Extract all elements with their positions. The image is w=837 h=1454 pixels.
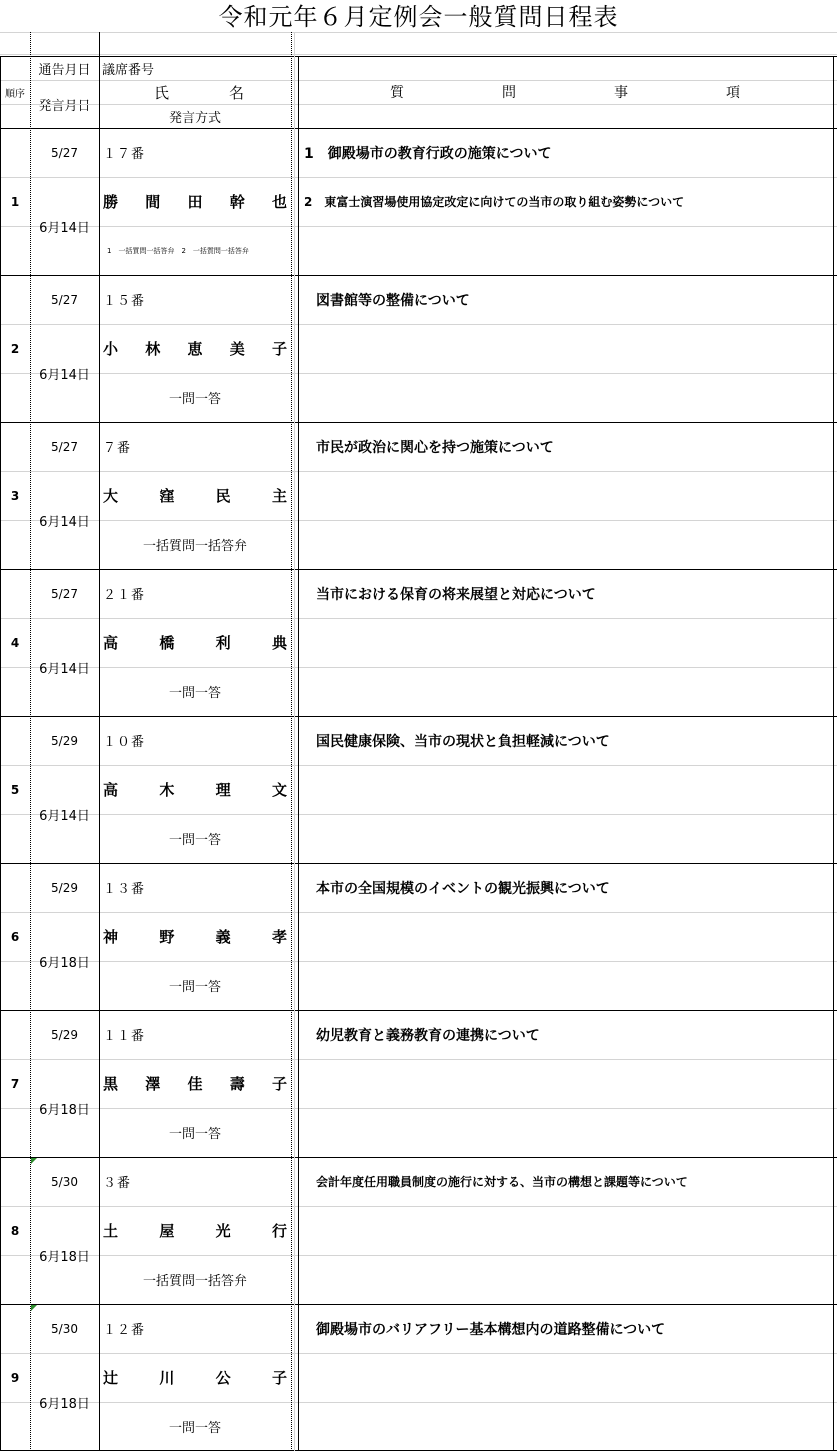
header-notice-date: 通告月日 (38, 62, 91, 78)
member-name (99, 324, 291, 373)
header-method: 発言方式 (168, 110, 221, 126)
notice-date: 5/27 (51, 292, 78, 307)
notice-date: 5/29 (51, 880, 78, 895)
member-name-char: 美 (229, 340, 245, 358)
question-topic: 本市の全国規模のイベントの観光振興について (316, 880, 610, 897)
row-order: 7 (10, 1076, 20, 1091)
member-name-char: 民 (215, 487, 231, 505)
speech-date: 6月18日 (39, 1249, 90, 1265)
member-name-char: 林 (145, 340, 161, 358)
member-name-char: 澤 (145, 1075, 161, 1093)
member-name-char: 行 (271, 1222, 287, 1240)
member-name-char: 子 (271, 1369, 287, 1387)
speech-method: 一問一答 (168, 980, 221, 995)
member-name-char: 典 (271, 634, 287, 652)
header-subject-char: 質 (390, 85, 404, 101)
question-topic: 1 御殿場市の教育行政の施策について (304, 145, 552, 162)
member-name-char: 理 (215, 781, 231, 799)
member-name (99, 765, 291, 814)
header-subject (390, 56, 740, 128)
speech-method: 一問一答 (168, 392, 221, 407)
column-border (298, 56, 299, 1451)
row-order: 6 (10, 929, 20, 944)
seat-number: １７番 (103, 147, 146, 162)
cell-comment-marker-icon (31, 1158, 37, 1164)
header-name (154, 80, 244, 104)
cell-comment-marker-icon (31, 1305, 37, 1311)
member-name-char: 窪 (159, 487, 175, 505)
notice-date: 5/27 (51, 439, 78, 454)
column-border (30, 32, 31, 1451)
member-name-char: 屋 (159, 1222, 175, 1240)
member-name (99, 177, 291, 226)
speech-date: 6月14日 (39, 220, 90, 236)
member-name-char: 光 (215, 1222, 231, 1240)
speech-method: 一括質問一括答弁 (142, 539, 247, 554)
notice-date: 5/27 (51, 145, 78, 160)
member-name-char: 也 (271, 193, 287, 211)
member-name-char: 孝 (271, 928, 287, 946)
member-name-char: 義 (215, 928, 231, 946)
speech-date: 6月18日 (39, 955, 90, 971)
row-order: 5 (10, 782, 20, 797)
speech-date: 6月14日 (39, 661, 90, 677)
member-name (99, 912, 291, 961)
speech-method: 1 一括質問一括答弁 2 一括質問一括答弁 (107, 246, 249, 255)
member-name-char: 橋 (159, 634, 175, 652)
question-topic: 図書館等の整備について (316, 292, 470, 309)
notice-date: 5/27 (51, 586, 78, 601)
seat-number: １２番 (103, 1323, 146, 1338)
question-topic: 幼児教育と義務教育の連携について (316, 1027, 540, 1044)
question-topic: 御殿場市のバリアフリー基本構想内の道路整備について (316, 1321, 666, 1338)
member-name (99, 471, 291, 520)
speech-date: 6月18日 (39, 1396, 90, 1412)
member-name (99, 618, 291, 667)
row-order: 9 (10, 1370, 20, 1385)
header-order: 順序 (5, 88, 25, 100)
member-name-char: 高 (103, 781, 119, 799)
member-name-char: 高 (103, 634, 119, 652)
member-name-char: 間 (145, 193, 161, 211)
member-name-char: 壽 (229, 1075, 245, 1093)
grid-line (0, 32, 837, 33)
row-border (0, 1450, 837, 1451)
grid-line (0, 80, 837, 81)
grid-line (0, 54, 837, 55)
header-name-char: 名 (228, 83, 244, 102)
speech-method: 一括質問一括答弁 (142, 1274, 247, 1289)
member-name-char: 佳 (187, 1075, 203, 1093)
schedule-table (0, 32, 837, 1454)
member-name (99, 1353, 291, 1402)
question-topic: 国民健康保険、当市の現状と負担軽減について (316, 733, 610, 750)
row-order: 1 (10, 194, 20, 209)
member-name-char: 利 (215, 634, 231, 652)
speech-date: 6月14日 (39, 514, 90, 530)
question-topic: 当市における保育の将来展望と対応について (316, 586, 596, 603)
page-title: 令和元年６月定例会一般質問日程表 (218, 3, 619, 31)
column-border (291, 32, 292, 1451)
header-subject-char: 問 (502, 85, 516, 101)
question-topic: 会計年度任用職員制度の施行に対する、当市の構想と課題等について (316, 1175, 688, 1189)
speech-method: 一問一答 (168, 686, 221, 701)
seat-number: １０番 (103, 735, 146, 750)
member-name-char: 勝 (103, 193, 119, 211)
header-seat-no: 議席番号 (102, 62, 155, 78)
column-border (833, 56, 834, 1451)
grid-line (0, 104, 837, 105)
member-name-char: 黒 (103, 1075, 119, 1093)
member-name-char: 辻 (103, 1369, 119, 1387)
header-subject-char: 項 (726, 85, 740, 101)
row-order: 8 (10, 1223, 20, 1238)
seat-number: １３番 (103, 882, 146, 897)
member-name-char: 恵 (187, 340, 203, 358)
row-order: 4 (10, 635, 20, 650)
row-order: 2 (10, 341, 20, 356)
seat-number: １１番 (103, 1029, 146, 1044)
member-name-char: 文 (271, 781, 287, 799)
member-name-char: 田 (187, 193, 203, 211)
speech-method: 一問一答 (168, 1421, 221, 1436)
column-border (0, 56, 1, 1451)
member-name-char: 野 (159, 928, 175, 946)
column-border (294, 32, 295, 1451)
header-subject-char: 事 (614, 85, 628, 101)
member-name-char: 幹 (229, 193, 245, 211)
notice-date: 5/30 (51, 1174, 78, 1189)
seat-number: ７番 (103, 441, 132, 456)
speech-method: 一問一答 (168, 1127, 221, 1142)
question-topic: 市民が政治に関心を持つ施策について (316, 439, 554, 456)
seat-number: ３番 (103, 1176, 132, 1191)
member-name-char: 子 (271, 1075, 287, 1093)
member-name-char: 子 (271, 340, 287, 358)
notice-date: 5/29 (51, 733, 78, 748)
member-name-char: 川 (159, 1369, 175, 1387)
notice-date: 5/29 (51, 1027, 78, 1042)
member-name (99, 1059, 291, 1108)
header-name-char: 氏 (154, 83, 170, 102)
speech-date: 6月14日 (39, 808, 90, 824)
row-order: 3 (10, 488, 20, 503)
seat-number: １５番 (103, 294, 146, 309)
member-name (99, 1206, 291, 1255)
member-name-char: 公 (215, 1369, 231, 1387)
notice-date: 5/30 (51, 1321, 78, 1336)
member-name-char: 大 (103, 487, 119, 505)
member-name-char: 木 (159, 781, 175, 799)
member-name-char: 土 (103, 1222, 119, 1240)
member-name-char: 主 (271, 487, 287, 505)
speech-date: 6月14日 (39, 367, 90, 383)
speech-method: 一問一答 (168, 833, 221, 848)
question-topic: 2 東富士演習場使用協定改定に向けての当市の取り組む姿勢について (304, 195, 685, 209)
column-border (99, 32, 100, 1451)
speech-date: 6月18日 (39, 1102, 90, 1118)
member-name-char: 小 (103, 340, 119, 358)
member-name-char: 神 (103, 928, 119, 946)
seat-number: ２１番 (103, 588, 146, 603)
header-speech-date: 発言月日 (38, 98, 91, 114)
